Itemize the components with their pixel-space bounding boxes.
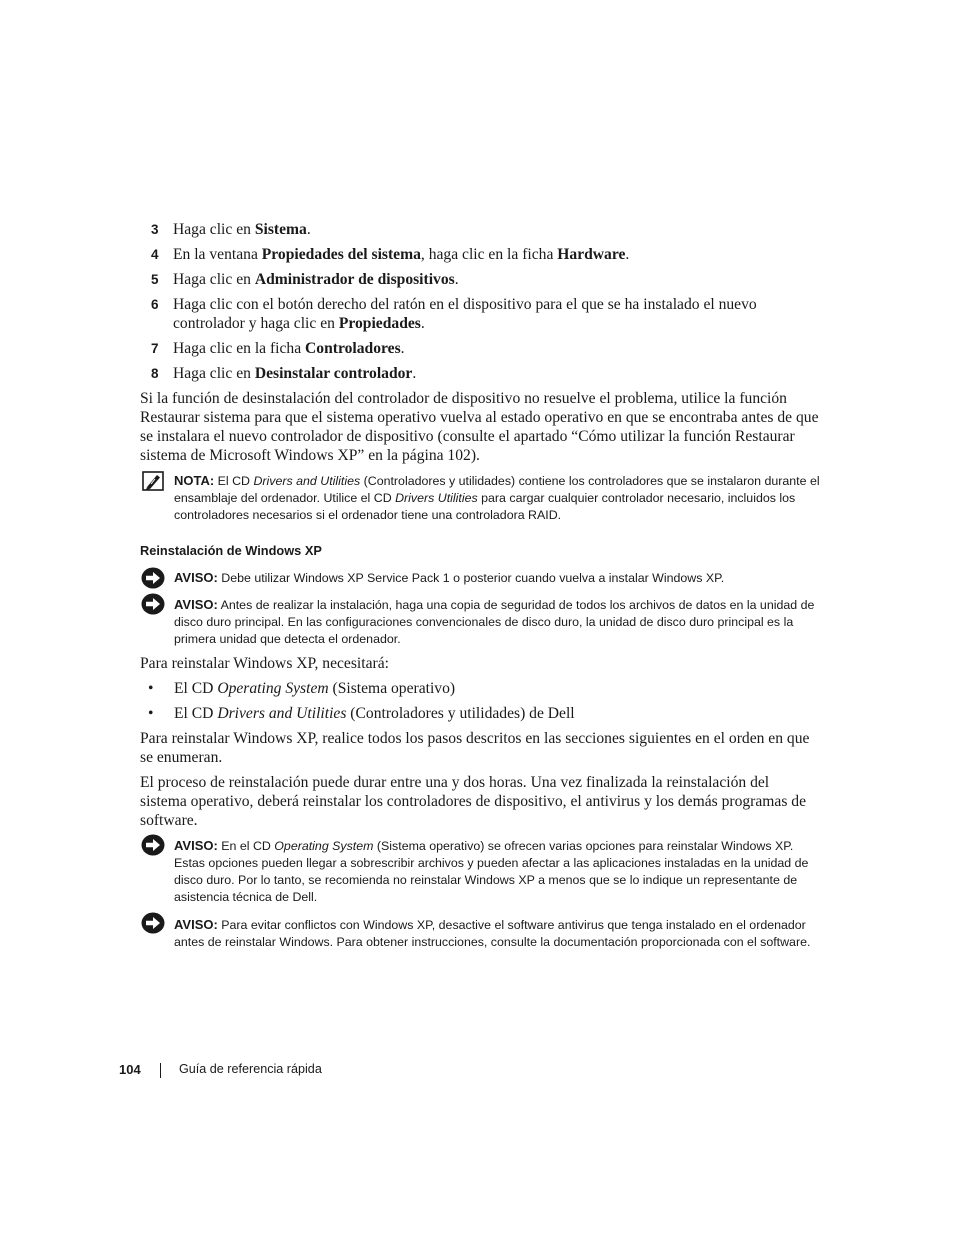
note-block: NOTA: El CD Drivers and Utilities (Controladores y utilidades) contiene los controladores que se instalaron durante el ensamblaje del ordenador. Utilice el CD Drivers Utilities para cargar cualquier controlador necesario, incluidos los controladores necesarios si el ordenador tiene una controladora RAID. [174, 473, 820, 522]
notice-label: AVISO: [174, 838, 218, 853]
notice-label: AVISO: [174, 917, 218, 932]
step-4: 4 En la ventana Propiedades del sistema, haga clic en la ficha Hardware. [151, 246, 630, 263]
ui-term: Propiedades del sistema [261, 246, 421, 263]
bullet-mark: • [148, 705, 154, 722]
bullet-mark: • [148, 680, 154, 697]
body-paragraph: Para reinstalar Windows XP, realice todos los pasos descritos en las secciones siguientes en el orden en que se enumeran. [140, 730, 810, 766]
notice-label: AVISO: [174, 597, 218, 612]
notice-label: AVISO: [174, 570, 218, 585]
ui-term: Hardware [557, 246, 626, 263]
body-paragraph: Si la función de desinstalación del controlador de dispositivo no resuelve el problema, utilice la función Restaurar sistema para que el sistema operativo vuelva al estado operativo en que se encontraba antes de que se instalara el nuevo controlador de dispositivo (consulte el apartado “Cómo utilizar la función Restaurar sistema de Microsoft Windows XP” en la página 102). [140, 390, 819, 464]
notice-arrow-icon [141, 593, 165, 615]
footer-divider [160, 1063, 161, 1078]
step-number: 5 [151, 272, 159, 287]
list-item: El CD Operating System (Sistema operativo) [174, 680, 456, 697]
step-6: 6 Haga clic con el botón derecho del ratón en el dispositivo para el que se ha instalado el nuevo controlador y haga clic en Propiedades. [151, 296, 757, 332]
step-number: 6 [151, 297, 159, 312]
ui-term: Administrador de dispositivos [254, 271, 455, 288]
step-3: 3 Haga clic en Sistema. [151, 221, 311, 238]
section-heading: Reinstalación de Windows XP [140, 543, 322, 558]
notice-block: AVISO: En el CD Operating System (Sistema operativo) se ofrecen varias opciones para reinstalar Windows XP. Estas opciones pueden llegar a sobrescribir archivos y pueden afectar a las aplicaciones instaladas en la unidad de disco duro. Por lo tanto, se recomienda no reinstalar Windows XP a menos que se lo indique un representante de asistencia técnica de Dell. [174, 838, 809, 904]
notice-block: AVISO: Para evitar conflictos con Windows XP, desactive el software antivirus que tenga instalado en el ordenador antes de reinstalar Windows. Para obtener instrucciones, consulte la documentación proporcionada con el software. [174, 917, 811, 949]
notice-block: AVISO: Antes de realizar la instalación, haga una copia de seguridad de todos los archivos de datos en la unidad de disco duro principal. En las configuraciones convencionales de disco duro, la unidad de disco duro principal es la primera unidad que detecta el ordenador. [174, 597, 815, 646]
notice-arrow-icon [141, 567, 165, 589]
ui-term: Controladores [305, 340, 401, 357]
note-label: NOTA: [174, 473, 215, 488]
ui-term: Desinstalar controlador [254, 365, 413, 382]
body-paragraph: Para reinstalar Windows XP, necesitará: [140, 655, 389, 672]
step-5: 5 Haga clic en Administrador de dispositivos. [151, 271, 459, 288]
step-7: 7 Haga clic en la ficha Controladores. [151, 340, 405, 357]
note-pencil-icon [142, 471, 164, 491]
step-number: 3 [151, 222, 159, 237]
step-number: 4 [151, 247, 159, 262]
list-item: El CD Drivers and Utilities (Controladores y utilidades) de Dell [174, 705, 575, 722]
ui-term: Sistema [254, 221, 307, 238]
step-8: 8 Haga clic en Desinstalar controlador. [151, 365, 417, 382]
running-footer-title: Guía de referencia rápida [179, 1062, 322, 1076]
page-number: 104 [119, 1062, 141, 1077]
notice-block: AVISO: Debe utilizar Windows XP Service Pack 1 o posterior cuando vuelva a instalar Windows XP. [174, 570, 725, 585]
step-number: 7 [151, 341, 159, 356]
notice-arrow-icon [141, 912, 165, 934]
notice-arrow-icon [141, 834, 165, 856]
ui-term: Propiedades [338, 315, 421, 332]
body-paragraph: El proceso de reinstalación puede durar entre una y dos horas. Una vez finalizada la reinstalación del sistema operativo, deberá reinstalar los controladores de dispositivo, el antivirus y los demás programas de software. [140, 774, 807, 829]
step-number: 8 [151, 366, 159, 381]
